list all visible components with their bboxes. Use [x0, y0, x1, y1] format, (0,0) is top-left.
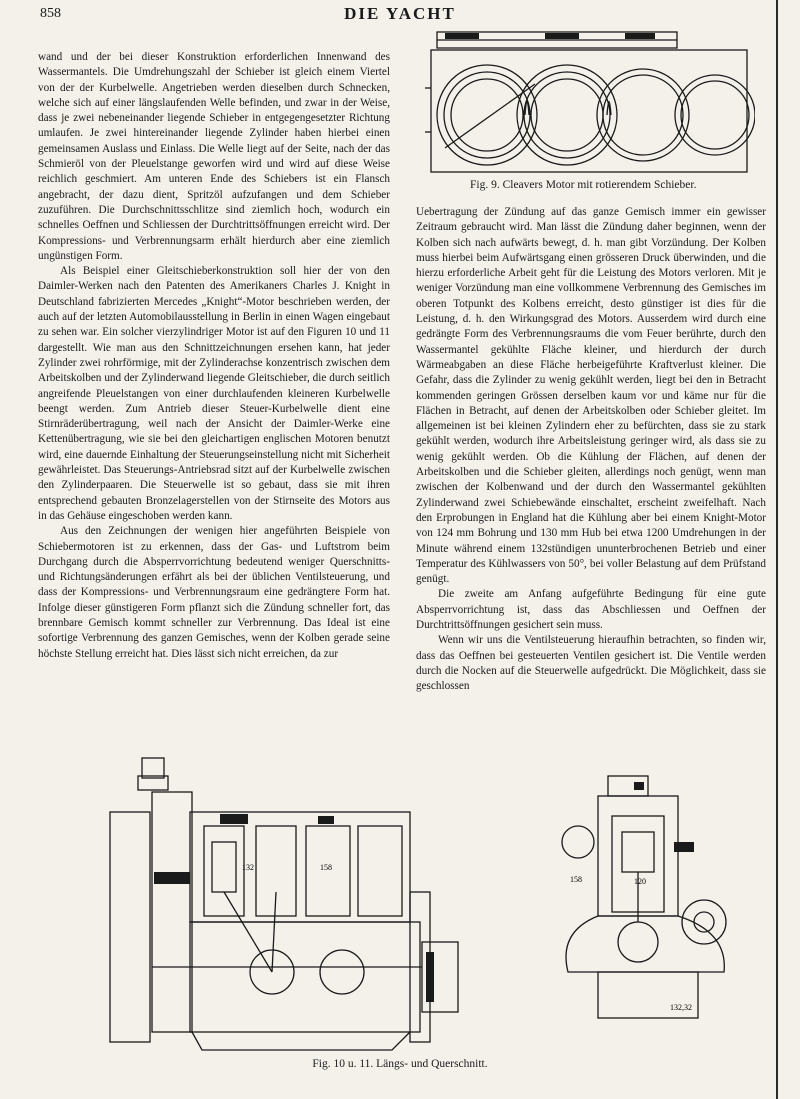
- figure-10-11-caption: Fig. 10 u. 11. Längs- und Querschnitt.: [312, 1058, 488, 1070]
- dimension-label: 132,32: [670, 1003, 692, 1012]
- figure-11-cross-section: [548, 772, 748, 1022]
- dimension-label: 158: [570, 875, 582, 884]
- dimension-label: 120: [634, 877, 646, 886]
- paragraph: Wenn wir uns die Ventilsteuerung hieraufhin betrachten, so finden wir, dass das Oeffnen bei gesteuerten Ventilen gesichert ist. Die Ventile werden durch die Nocken auf die Steuerwelle aufgedrückt. Die Möglichkeit, dass sie geschlossen: [416, 634, 766, 693]
- figure-9-caption: Fig. 9. Cleavers Motor mit rotierendem Schieber.: [470, 179, 697, 191]
- paragraph: Die zweite am Anfang aufgeführte Bedingung für eine gute Absperrvorrichtung ist, dass das Abschliessen und Oeffnen der Durchtrittsöffnungen gesichert sein muss.: [416, 588, 766, 632]
- right-column: [416, 205, 766, 695]
- dimension-label: 132: [242, 863, 254, 872]
- dimension-label: 158: [320, 863, 332, 872]
- running-head: DIE YACHT: [344, 4, 456, 23]
- binding-edge-line: [776, 0, 778, 1099]
- paragraph: wand und der bei dieser Konstruktion erforderlichen Innenwand des Wassermantels. Die Umdrehungszahl der Schieber ist gleich einem Viertel von der der Kurbelwelle. Angetrieben werden dieselben durch Schnecken, welche sich auf einer längslaufenden Welle befinden, und zwar in der Weise, dass je zwei nebeneinander liegende Schieber in entgegengesetzter Richtung umlaufen. Je zwei hintereinander liegende Zylinder haben hierbei einen gemeinsamen Auslass und Einlass. Die Welle liegt auf der Seite, nach der das Schmieröl von der Pleuelstange geworfen wird und wird auf diese Weise reichlich geschmiert. Am unteren Ende des Schiebers ist ein Flansch angebracht, der dazu dient, Spritzöl aufzufangen und dem Schieber zuzuführen. Die Durchschnittsschlitze sind ziemlich hoch, wodurch ein schnelles Oeffnen und Schliessen der Durchtrittsöffnungen erreicht wird. Der Kompressions- und Verbrennungsarm erhält hierdurch aber eine ziemlich ungünstigen Form.: [38, 51, 390, 262]
- figure-10-longitudinal-section: [92, 752, 482, 1052]
- paragraph: Als Beispiel einer Gleitschieberkonstruktion soll hier der von den Daimler-Werken nach den Patenten des Amerikaners Charles J. Knight in Deutschland fabrizierten Mercedes „Knight“-Motor beschrieben werden, der auch auf der letzten Automobilausstellung in Berlin in einen Wagen eingebaut zu sehen war. Ein solcher vierzylindriger Motor ist auf den Figuren 10 und 11 dargestellt. Wie man aus den Schnittzeichnungen ersehen kann, hat jeder Zylinder zwei rohrförmige, mit der Zylinderachse konzentrisch zwischen dem Arbeitskolben und der Zylinderwand liegende Gleitschieber, die durch seitlich angreifende Pleuelstangen von einer durchlaufenden kleineren Kurbelwelle beengt werden. Zum Antrieb dieser Steuer-Kurbelwelle dient eine Stirnräderübertragung, weil nach der Ansicht der Daimler-Werke eine Kettenübertragung, wie sie bei den gleichartigen englischen Motoren benutzt wird, eine dauernde Einhaltung der Steuerungseinstellung nicht mit Sicherheit gewährleistet. Das Steuerungs-Antriebsrad sitzt auf der Kurbelwelle zwischen den Zylinderpaaren. Die Steuerwelle ist so gebaut, dass sie mit ihren entsprechend gebauten Bronzelagerstellen von der Stirnseite des Motors aus in das Gehäuse eingeschoben werden kann.: [38, 265, 390, 522]
- paragraph: Uebertragung der Zündung auf das ganze Gemisch immer ein gewisser Zeitraum gebraucht wird. Man lässt die Zündung daher beginnen, wenn der Kolben sich nach aufwärts bewegt, d. h. man gibt Vorzündung. Der Kolben muss hierbei beim Aufwärtsgang einen grösseren Druck überwinden, und die hierzu erforderliche Arbeit geht für die Leistung des Motors verloren. Mit je weniger Vorzündung man eine vollkommene Verbrennung des Gemisches im oberen Totpunkt des Kolbens erreicht, desto günstiger ist dies für die Leistung, d. h. den Wirkungsgrad des Motors. Ausserdem wird durch eine gedrängte Form des Verbrennungsraums die vom Feuer berührte, durch den Wassermantel gekühlte Fläche kleiner, und hierdurch der durch Wärmeabgaben an diese Fläche herbeigeführte Kraftverlust kleiner. Die Gefahr, dass die Zylinder zu wenig gekühlt werden, liegt bei den in Betracht kommenden geringen Grössen derselben kaum vor und käme nur für die Flächen in Betracht, auf denen der Arbeitskolben oder Schieber gleitet. Im allgemeinen ist bei kleinen Zylindern eher zu befürchten, dass sie zu stark gekühlt werden, wodurch ihre Arbeitsleistung geringer wird, als dass sie zu wenig gekühlt werden. Ob die Kühlung der Flächen, auf denen der Arbeitskolben und die Schieber gleiten, allerdings noch genügt, wenn man zwischen der Kolbenwand und der durch den Wassermantel gekühlten Zylinderwand zwei Schiebewände einschaltet, erscheint zweifelhaft. Nach den Erprobungen in England hat die Kühlung aber bei einem Knight-Motor von 124 mm Bohrung und 130 mm Hub bei etwa 1200 Umdrehungen in der Minute während einem 132stündigen ununterbrochenen Betrieb und einer Temperatur des Kühlwassers von 50°, bei voller Belastung auf dem Prüfstand genügt.: [416, 206, 766, 586]
- left-column: [38, 50, 390, 662]
- page-number: 858: [40, 6, 61, 21]
- paragraph: Aus den Zeichnungen der wenigen hier angeführten Beispiele von Schiebermotoren ist zu erkennen, dass der Gas- und Luftstrom beim Durchgang durch die Absperrvorrichtung bedeutend weniger Querschnitts- und Richtungsänderungen erfährt als bei der üblichen Ventilsteuerung, und dass der Kompressions- und Verbrennungsraum eine gedrängtere Form hat. Infolge dieser günstigeren Form pflanzt sich die Zündung schneller fort, das brennbare Gemisch kommt schneller zur Verbrennung. Das Ideal ist eine sofortige Verbrennung des ganzen Gemisches, wenn der Kolben gerade seine höchste Stellung erreicht hat. Dies lässt sich nicht erreichen, da zur: [38, 525, 390, 660]
- figure-9-drawing: [425, 28, 755, 178]
